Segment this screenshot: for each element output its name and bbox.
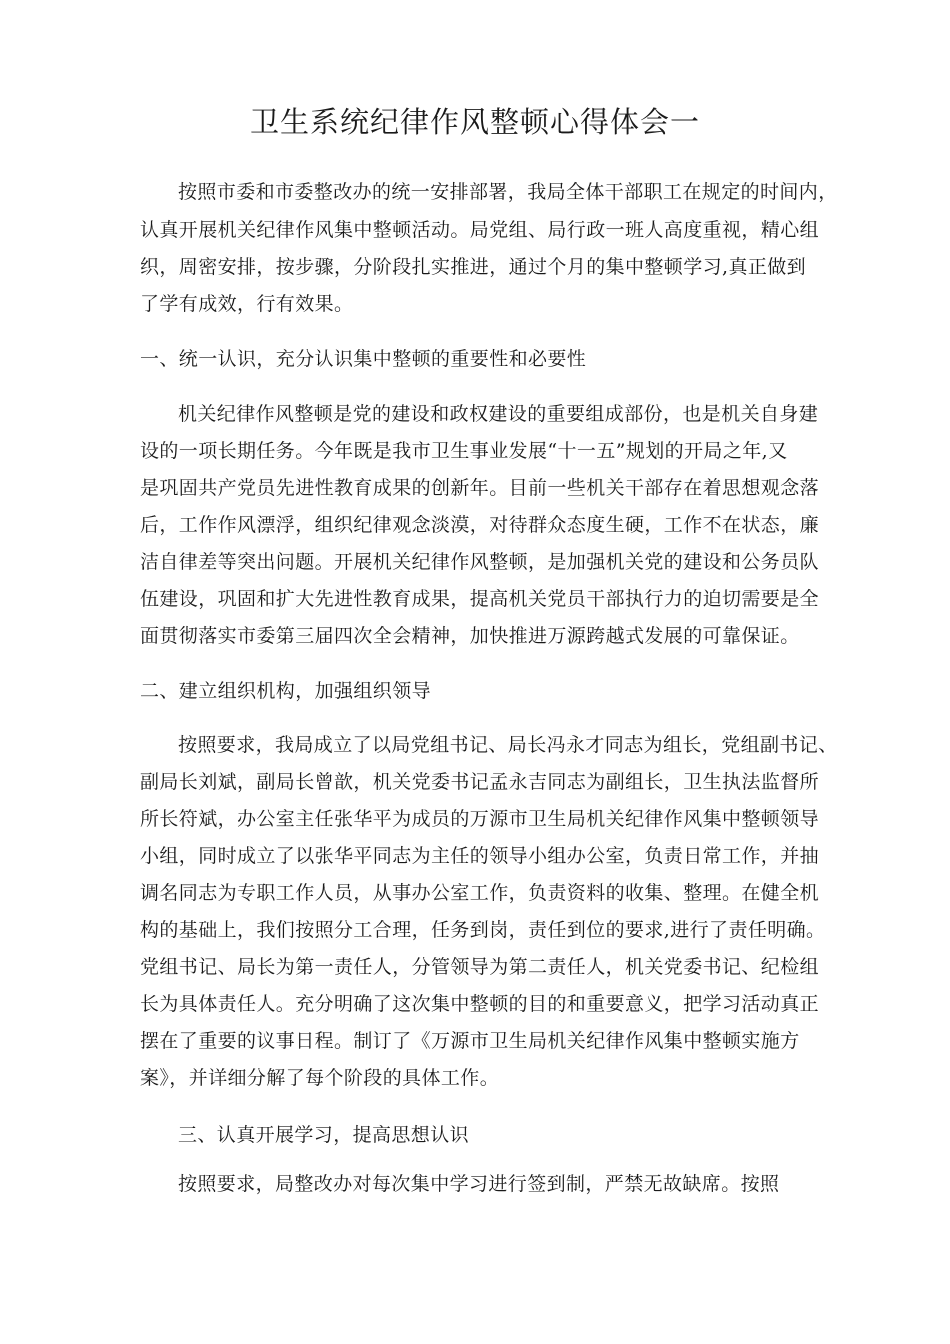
section-heading-1: 一、统一认识，充分认识集中整顿的重要性和必要性 [140,348,587,370]
paragraph-line: 了学有成效，行有效果。 [140,293,354,315]
paragraph-line: 摆在了重要的议事日程。制订了《万源市卫生局机关纪律作风集中整顿实施方 [140,1030,800,1052]
paragraph-line: 设的一项长期任务。今年既是我市卫生事业发展“十一五”规划的开局之年,又 [140,440,788,462]
paragraph-line: 面贯彻落实市委第三届四次全会精神，加快推进万源跨越式发展的可靠保证。 [140,625,800,647]
paragraph-line: 案》，并详细分解了每个阶段的具体工作。 [140,1067,500,1089]
paragraph-line: 调名同志为专职工作人员，从事办公室工作，负责资料的收集、整理。在健全机 [140,882,820,904]
paragraph-line: 是巩固共产党员先进性教育成果的创新年。目前一些机关干部存在着思想观念落 [140,477,820,499]
paragraph-line: 长为具体责任人。充分明确了这次集中整顿的目的和重要意义，把学习活动真正 [140,993,820,1015]
section-heading-2: 二、建立组织机构，加强组织领导 [140,680,432,702]
paragraph-line: 按照要求，我局成立了以局党组书记、局长冯永才同志为组长，党组副书记、 [178,734,838,756]
paragraph-line: 后，工作作风漂浮，组织纪律观念淡漠，对待群众态度生硬，工作不在状态，廉 [140,514,820,536]
paragraph-line: 副局长刘斌，副局长曾歆，机关党委书记孟永吉同志为副组长，卫生执法监督所 [140,771,820,793]
paragraph-line: 洁自律差等突出问题。开展机关纪律作风整顿，是加强机关党的建设和公务员队 [140,551,820,573]
section-heading-3: 三、认真开展学习，提高思想认识 [178,1124,470,1146]
paragraph-line: 按照市委和市委整改办的统一安排部署，我局全体干部职工在规定的时间内， [178,181,838,203]
paragraph-line: 伍建设，巩固和扩大先进性教育成果，提高机关党员干部执行力的迫切需要是全 [140,588,820,610]
paragraph-line: 认真开展机关纪律作风集中整顿活动。局党组、局行政一班人高度重视，精心组 [140,219,820,241]
paragraph-line: 小组，同时成立了以张华平同志为主任的领导小组办公室，负责日常工作，并抽 [140,845,820,867]
paragraph-line: 构的基础上，我们按照分工合理，任务到岗，责任到位的要求,进行了责任明确。 [140,919,826,941]
document-title: 卫生系统纪律作风整顿心得体会一 [249,105,700,139]
paragraph-line: 按照要求，局整改办对每次集中学习进行签到制，严禁无故缺席。按照 [178,1173,780,1195]
paragraph-line: 机关纪律作风整顿是党的建设和政权建设的重要组成部份，也是机关自身建 [178,403,819,425]
paragraph-line: 所长符斌，办公室主任张华平为成员的万源市卫生局机关纪律作风集中整顿领导 [140,808,820,830]
paragraph-line: 织，周密安排，按步骤，分阶段扎实推进，通过个月的集中整顿学习,真正做到 [140,256,807,278]
paragraph-line: 党组书记、局长为第一责任人，分管领导为第二责任人，机关党委书记、纪检组 [140,956,820,978]
